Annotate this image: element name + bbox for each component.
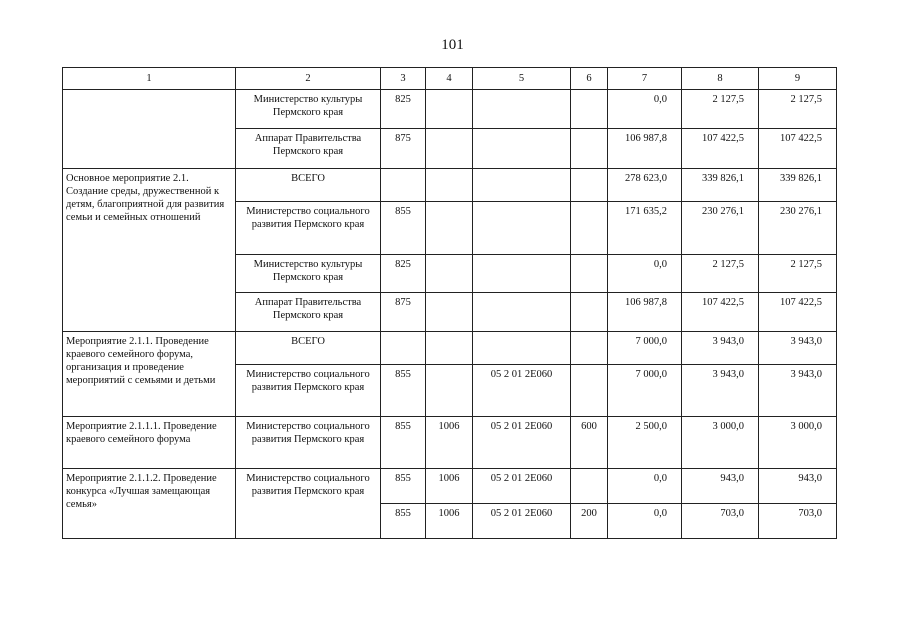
code-cell: 855 xyxy=(381,365,426,417)
amount-cell: 107 422,5 xyxy=(682,129,759,169)
amount-cell: 3 943,0 xyxy=(759,332,837,365)
organization-cell: Министерство социального развития Пермского края xyxy=(236,202,381,255)
code-cell xyxy=(473,129,571,169)
amount-cell: 0,0 xyxy=(608,469,682,504)
code-cell xyxy=(473,255,571,293)
description-cell: Основное мероприятие 2.1. Создание среды, дружественной к детям, благоприятной для развития семьи и семейных отношений xyxy=(63,169,236,332)
header-cell: 6 xyxy=(571,68,608,90)
code-cell xyxy=(426,332,473,365)
code-cell xyxy=(426,90,473,129)
code-cell: 1006 xyxy=(426,504,473,539)
amount-cell: 703,0 xyxy=(682,504,759,539)
amount-cell: 3 943,0 xyxy=(682,365,759,417)
amount-cell: 278 623,0 xyxy=(608,169,682,202)
amount-cell: 943,0 xyxy=(759,469,837,504)
code-cell: 855 xyxy=(381,202,426,255)
code-cell: 05 2 01 2Е060 xyxy=(473,469,571,504)
amount-cell: 106 987,8 xyxy=(608,293,682,332)
code-cell xyxy=(426,255,473,293)
code-cell: 855 xyxy=(381,417,426,469)
amount-cell: 3 943,0 xyxy=(759,365,837,417)
code-cell: 875 xyxy=(381,129,426,169)
header-cell: 5 xyxy=(473,68,571,90)
amount-cell: 2 127,5 xyxy=(682,90,759,129)
code-cell xyxy=(426,293,473,332)
code-cell xyxy=(473,293,571,332)
amount-cell: 0,0 xyxy=(608,255,682,293)
organization-cell: Министерство социального развития Пермского края xyxy=(236,417,381,469)
amount-cell: 107 422,5 xyxy=(759,293,837,332)
amount-cell: 230 276,1 xyxy=(759,202,837,255)
table-row xyxy=(63,469,837,504)
amount-cell: 3 000,0 xyxy=(759,417,837,469)
amount-cell: 0,0 xyxy=(608,90,682,129)
amount-cell: 2 127,5 xyxy=(759,255,837,293)
organization-cell: Аппарат Правительства Пермского края xyxy=(236,293,381,332)
amount-cell: 339 826,1 xyxy=(682,169,759,202)
amount-cell: 106 987,8 xyxy=(608,129,682,169)
header-cell: 1 xyxy=(63,68,236,90)
header-cell: 4 xyxy=(426,68,473,90)
table-row xyxy=(63,417,837,469)
code-cell xyxy=(473,90,571,129)
organization-cell: Министерство культуры Пермского края xyxy=(236,90,381,129)
code-cell xyxy=(571,255,608,293)
organization-cell: Министерство культуры Пермского края xyxy=(236,255,381,293)
code-cell xyxy=(381,332,426,365)
amount-cell: 2 500,0 xyxy=(608,417,682,469)
amount-cell: 3 943,0 xyxy=(682,332,759,365)
code-cell xyxy=(473,202,571,255)
code-cell xyxy=(473,332,571,365)
amount-cell: 107 422,5 xyxy=(682,293,759,332)
amount-cell: 339 826,1 xyxy=(759,169,837,202)
code-cell: 825 xyxy=(381,90,426,129)
amount-cell: 7 000,0 xyxy=(608,332,682,365)
code-cell: 855 xyxy=(381,504,426,539)
organization-cell: Аппарат Правительства Пермского края xyxy=(236,129,381,169)
code-cell xyxy=(426,202,473,255)
code-cell: 05 2 01 2Е060 xyxy=(473,504,571,539)
code-cell xyxy=(571,293,608,332)
code-cell xyxy=(571,169,608,202)
organization-cell: Министерство социального развития Пермского края xyxy=(236,365,381,417)
amount-cell: 230 276,1 xyxy=(682,202,759,255)
table-row xyxy=(63,332,837,365)
amount-cell: 943,0 xyxy=(682,469,759,504)
header-cell: 2 xyxy=(236,68,381,90)
code-cell: 05 2 01 2Е060 xyxy=(473,417,571,469)
amount-cell: 107 422,5 xyxy=(759,129,837,169)
description-cell: Мероприятие 2.1.1.2. Проведение конкурса «Лучшая замещающая семья» xyxy=(63,469,236,539)
table-row xyxy=(63,90,837,129)
header-row xyxy=(63,68,837,90)
organization-cell: Министерство социального развития Пермского края xyxy=(236,469,381,539)
code-cell xyxy=(571,202,608,255)
page-number: 101 xyxy=(441,37,464,53)
header-cell: 7 xyxy=(608,68,682,90)
header-cell: 3 xyxy=(381,68,426,90)
amount-cell: 7 000,0 xyxy=(608,365,682,417)
code-cell: 200 xyxy=(571,504,608,539)
code-cell xyxy=(571,90,608,129)
code-cell xyxy=(571,129,608,169)
code-cell: 1006 xyxy=(426,417,473,469)
code-cell xyxy=(571,332,608,365)
description-cell: Мероприятие 2.1.1. Проведение краевого семейного форума, организация и проведение мероприятий с семьями и детьми xyxy=(63,332,236,417)
budget-table xyxy=(62,67,837,539)
code-cell: 05 2 01 2Е060 xyxy=(473,365,571,417)
code-cell: 875 xyxy=(381,293,426,332)
code-cell xyxy=(426,129,473,169)
amount-cell: 0,0 xyxy=(608,504,682,539)
amount-cell: 171 635,2 xyxy=(608,202,682,255)
code-cell: 825 xyxy=(381,255,426,293)
code-cell xyxy=(426,365,473,417)
code-cell: 855 xyxy=(381,469,426,504)
code-cell xyxy=(571,469,608,504)
organization-cell: ВСЕГО xyxy=(236,332,381,365)
code-cell xyxy=(571,365,608,417)
code-cell: 1006 xyxy=(426,469,473,504)
table-row xyxy=(63,169,837,202)
amount-cell: 2 127,5 xyxy=(759,90,837,129)
code-cell: 600 xyxy=(571,417,608,469)
code-cell xyxy=(381,169,426,202)
code-cell xyxy=(473,169,571,202)
amount-cell: 703,0 xyxy=(759,504,837,539)
description-cell xyxy=(63,90,236,169)
header-cell: 8 xyxy=(682,68,759,90)
amount-cell: 3 000,0 xyxy=(682,417,759,469)
description-cell: Мероприятие 2.1.1.1. Проведение краевого семейного форума xyxy=(63,417,236,469)
amount-cell: 2 127,5 xyxy=(682,255,759,293)
code-cell xyxy=(426,169,473,202)
header-cell: 9 xyxy=(759,68,837,90)
organization-cell: ВСЕГО xyxy=(236,169,381,202)
